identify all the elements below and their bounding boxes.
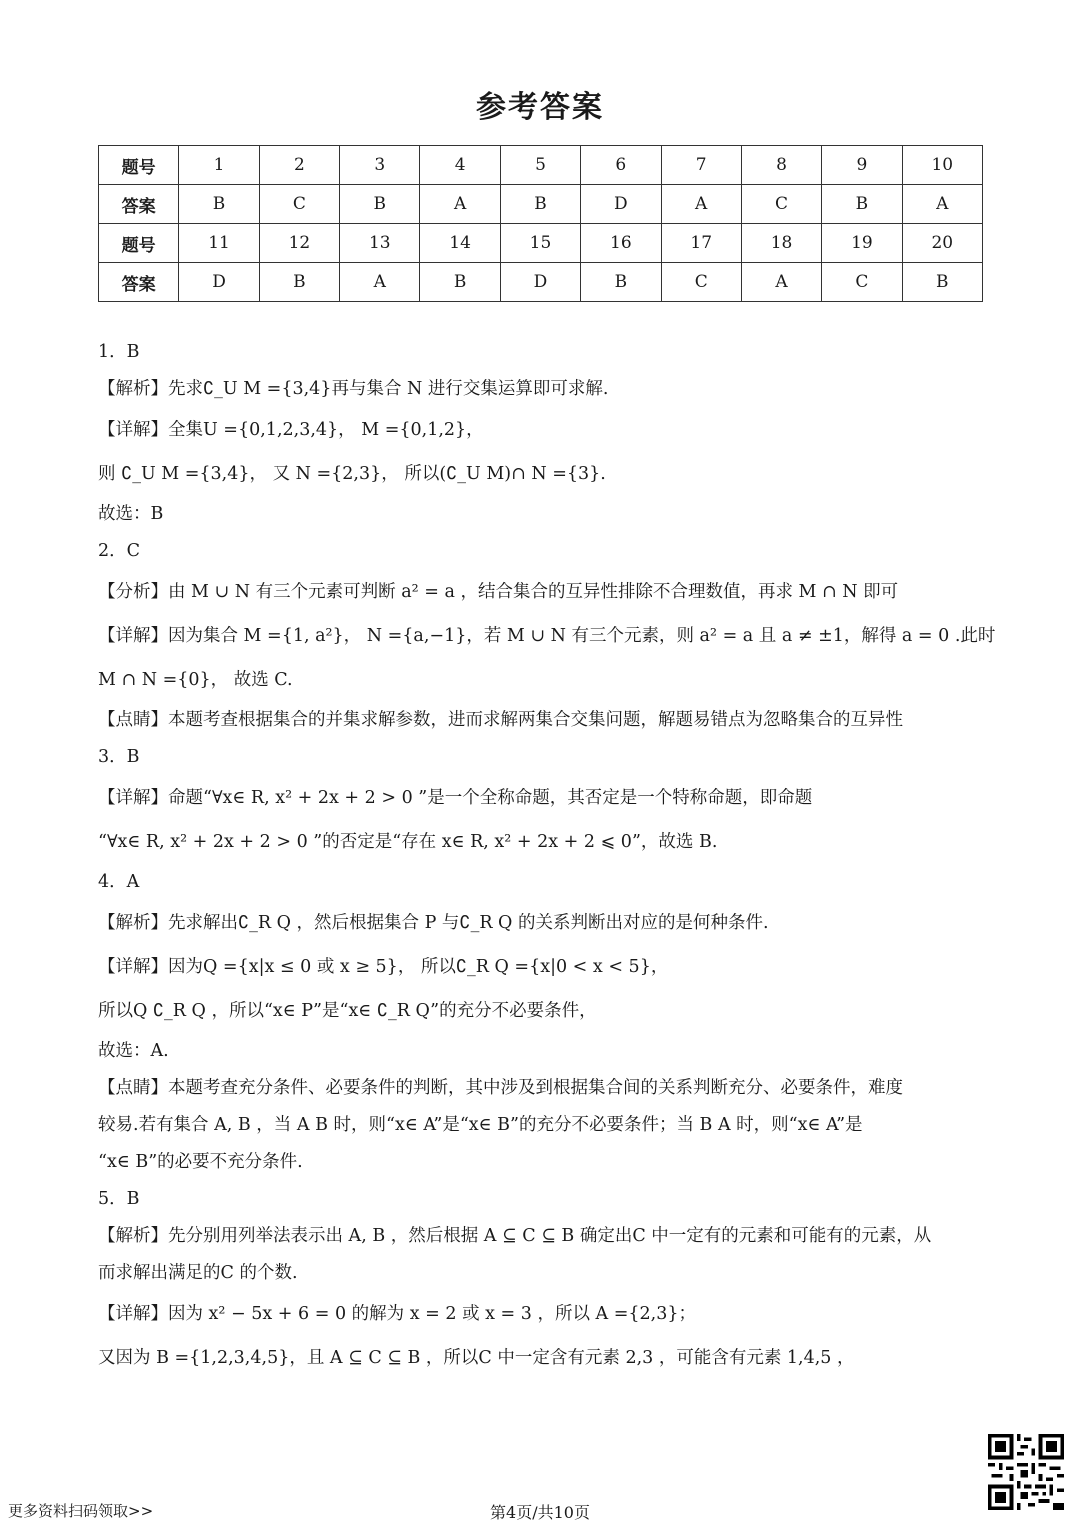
question-number: 1．B [98,342,140,362]
question-number: 3．B [98,747,140,767]
table-cell: C [259,185,339,224]
row-header: 题号 [99,146,179,185]
table-cell: B [179,185,259,224]
detail-line: 【详解】全集U ={0,1,2,3,4}， M ={0,1,2}， [98,420,484,440]
page-title: 参考答案 [476,90,604,125]
detail-line: 又因为 B ={1,2,3,4,5}，且 A ⊆ C ⊆ B ，所以C 中一定含有元素 2,3 ，可能含有元素 1,4,5 ， [98,1348,855,1368]
detail-line: 所以Q ∁_R Q ，所以“x∈ P”是“x∈ ∁_R Q”的充分不必要条件， [98,1001,597,1021]
comment-line: 较易.若有集合 A, B ，当 A B 时，则“x∈ A”是“x∈ B”的充分不必要条件；当 B A 时，则“x∈ A”是 [98,1115,863,1135]
table-cell: 1 [179,146,259,185]
table-cell: 20 [902,224,982,263]
table-row [99,263,983,302]
table-cell: B [581,263,661,302]
table-cell: 14 [420,224,500,263]
detail-line: 【详解】因为集合 M ={1, a²}， N ={a,−1}，若 M ∪ N 有三个元素，则 a² = a 且 a ≠ ±1，解得 a = 0 .此时 [98,626,996,646]
table-cell: C [822,263,902,302]
row-header: 题号 [99,224,179,263]
table-cell: A [902,185,982,224]
question-number: 5．B [98,1189,140,1209]
table-cell: B [902,263,982,302]
table-cell: A [340,263,420,302]
page-number: 第4页/共10页 [490,1503,590,1522]
table-cell: 5 [500,146,580,185]
table-cell: 16 [581,224,661,263]
table-cell: D [500,263,580,302]
detail-line: 【详解】命题“∀x∈ R, x² + 2x + 2 > 0 ”是一个全称命题，其否定是一个特称命题，即命题 [98,788,813,808]
table-cell: 4 [420,146,500,185]
answer-explanations [98,334,996,1380]
analysis-line: 【解析】先分别用列举法表示出 A, B ，然后根据 A ⊆ C ⊆ B 确定出C 中一定有的元素和可能有的元素，从 [98,1226,932,1246]
table-cell: B [822,185,902,224]
table-cell: 15 [500,224,580,263]
question-number: 4．A [98,872,140,892]
table-cell: A [661,185,741,224]
row-header: 答案 [99,263,179,302]
table-cell: 10 [902,146,982,185]
table-cell: 17 [661,224,741,263]
question-number: 2．C [98,541,141,561]
analysis-line: 【分析】由 M ∪ N 有三个元素可判断 a² = a ，结合集合的互异性排除不合理数值，再求 M ∩ N 即可 [98,582,899,602]
table-row [99,185,983,224]
detail-line: 则 ∁_U M ={3,4}， 又 N ={2,3}， 所以(∁_U M)∩ N ={3}. [98,464,606,484]
table-cell: D [179,263,259,302]
table-cell: 7 [661,146,741,185]
detail-line: 【详解】因为Q ={x|x ≤ 0 或 x ≥ 5}， 所以∁_R Q ={x|0 < x < 5}， [98,957,669,977]
answer-choice-line: 故选：B [98,504,164,524]
table-cell: C [741,185,821,224]
comment-line: “x∈ B”的必要不充分条件. [98,1152,303,1172]
table-cell: B [500,185,580,224]
detail-line: 【详解】因为 x² − 5x + 6 = 0 的解为 x = 2 或 x = 3 ，所以 A ={2,3}； [98,1304,697,1324]
analysis-line: 【解析】先求解出∁_R Q ，然后根据集合 P 与∁_R Q 的关系判断出对应的是何种条件. [98,913,769,933]
table-cell: B [420,263,500,302]
table-cell: A [420,185,500,224]
table-cell: B [340,185,420,224]
table-cell: 8 [741,146,821,185]
table-row [99,224,983,263]
table-cell: 6 [581,146,661,185]
table-cell: 3 [340,146,420,185]
row-header: 答案 [99,185,179,224]
comment-line: 【点睛】本题考查充分条件、必要条件的判断，其中涉及到根据集合间的关系判断充分、必要条件，难度 [98,1078,903,1098]
qr-code-icon [988,1434,1064,1510]
table-cell: 18 [741,224,821,263]
comment-line: 【点睛】本题考查根据集合的并集求解参数，进而求解两集合交集问题，解题易错点为忽略集合的互异性 [98,710,903,730]
table-cell: 13 [340,224,420,263]
detail-line: “∀x∈ R, x² + 2x + 2 > 0 ”的否定是“存在 x∈ R, x² + 2x + 2 ⩽ 0”，故选 B. [98,832,718,852]
table-cell: 9 [822,146,902,185]
table-cell: 2 [259,146,339,185]
table-cell: D [581,185,661,224]
table-row [99,146,983,185]
analysis-line: 而求解出满足的C 的个数. [98,1263,298,1283]
detail-line: M ∩ N ={0}， 故选 C. [98,670,293,690]
table-cell: C [661,263,741,302]
analysis-line: 【解析】先求∁_U M ={3,4}再与集合 N 进行交集运算即可求解. [98,379,609,399]
answer-table [98,145,983,302]
table-cell: 11 [179,224,259,263]
table-cell: 12 [259,224,339,263]
table-cell: B [259,263,339,302]
table-cell: 19 [822,224,902,263]
footer-promo-text: 更多资料扫码领取>> [8,1502,154,1520]
answer-choice-line: 故选：A. [98,1041,169,1061]
table-cell: A [741,263,821,302]
